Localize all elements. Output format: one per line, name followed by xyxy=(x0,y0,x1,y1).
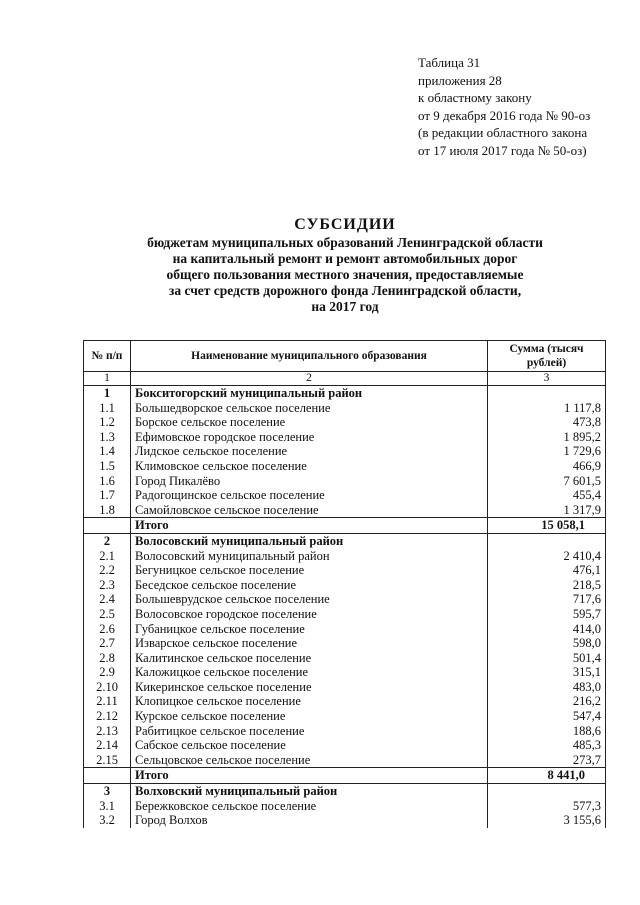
row-sum: 1 317,9 xyxy=(488,503,606,518)
district-row xyxy=(84,784,606,799)
column-number: 1 xyxy=(84,372,131,386)
title-line: бюджетам муниципальных образований Ленинградской области xyxy=(147,235,543,250)
row-number: 2 xyxy=(84,533,131,548)
row-number: 2.5 xyxy=(84,607,131,622)
row-name: Ефимовское городское поселение xyxy=(131,430,488,445)
row-sum: 485,3 xyxy=(488,738,606,753)
title-line: на 2017 год xyxy=(311,299,379,314)
row-name: Каложицкое сельское поселение xyxy=(131,665,488,680)
row-name: Волосовский муниципальный район xyxy=(131,549,488,564)
row-name: Сельцовское сельское поселение xyxy=(131,753,488,768)
row-sum: 15 058,1 xyxy=(488,518,606,534)
table-row xyxy=(84,563,606,578)
document-title xyxy=(80,215,610,315)
row-sum: 473,8 xyxy=(488,415,606,430)
table-row xyxy=(84,444,606,459)
row-sum xyxy=(488,386,606,401)
table-row xyxy=(84,430,606,445)
table-row xyxy=(84,753,606,768)
district-row xyxy=(84,386,606,401)
row-sum: 216,2 xyxy=(488,694,606,709)
row-number: 1.8 xyxy=(84,503,131,518)
column-number: 3 xyxy=(488,372,606,386)
row-name: Беседское сельское поселение xyxy=(131,578,488,593)
table-row xyxy=(84,738,606,753)
row-sum: 1 729,6 xyxy=(488,444,606,459)
table-row xyxy=(84,622,606,637)
row-name: Волховский муниципальный район xyxy=(131,784,488,799)
row-number: 2.2 xyxy=(84,563,131,578)
row-name: Самойловское сельское поселение xyxy=(131,503,488,518)
table-header-row xyxy=(84,341,606,372)
row-name: Кикеринское сельское поселение xyxy=(131,680,488,695)
header-note xyxy=(418,54,590,159)
row-name: Бегуницкое сельское поселение xyxy=(131,563,488,578)
row-number: 2.6 xyxy=(84,622,131,637)
row-number: 3.2 xyxy=(84,813,131,828)
header-note-line: к областному закону xyxy=(418,90,532,105)
row-number: 2.14 xyxy=(84,738,131,753)
row-name: Итого xyxy=(131,518,488,534)
row-sum: 717,6 xyxy=(488,592,606,607)
row-sum: 483,0 xyxy=(488,680,606,695)
row-number: 2.11 xyxy=(84,694,131,709)
total-row xyxy=(84,518,606,534)
row-name: Изварское сельское поселение xyxy=(131,636,488,651)
column-number-row xyxy=(84,372,606,386)
row-name: Радогощинское сельское поселение xyxy=(131,488,488,503)
row-number: 2.7 xyxy=(84,636,131,651)
row-number: 2.15 xyxy=(84,753,131,768)
row-sum: 466,9 xyxy=(488,459,606,474)
table-row xyxy=(84,813,606,828)
header-note-line: Таблица 31 xyxy=(418,55,481,70)
title-line: за счет средств дорожного фонда Ленинградской области, xyxy=(168,283,522,298)
header-note-line: приложения 28 xyxy=(418,72,502,88)
row-number: 3 xyxy=(84,784,131,799)
row-sum: 8 441,0 xyxy=(488,768,606,784)
row-number xyxy=(84,768,131,784)
row-sum: 455,4 xyxy=(488,488,606,503)
row-sum: 1 117,8 xyxy=(488,401,606,416)
row-name: Курское сельское поселение xyxy=(131,709,488,724)
row-sum: 3 155,6 xyxy=(488,813,606,828)
table-row xyxy=(84,401,606,416)
table-row xyxy=(84,680,606,695)
district-row xyxy=(84,533,606,548)
row-number: 2.12 xyxy=(84,709,131,724)
total-row xyxy=(84,768,606,784)
row-number: 2.8 xyxy=(84,651,131,666)
row-number: 2.9 xyxy=(84,665,131,680)
row-sum: 2 410,4 xyxy=(488,549,606,564)
row-number: 1.3 xyxy=(84,430,131,445)
subsidy-table xyxy=(83,340,606,828)
row-name: Борское сельское поселение xyxy=(131,415,488,430)
row-sum: 595,7 xyxy=(488,607,606,622)
row-name: Город Волхов xyxy=(131,813,488,828)
row-name: Рабитицкое сельское поселение xyxy=(131,724,488,739)
row-number: 1.4 xyxy=(84,444,131,459)
row-name: Калитинское сельское поселение xyxy=(131,651,488,666)
title-line: на капитальный ремонт и ремонт автомобильных дорог xyxy=(172,251,518,266)
row-name: Большеврудское сельское поселение xyxy=(131,592,488,607)
table-row xyxy=(84,415,606,430)
table-row xyxy=(84,607,606,622)
row-number: 2.4 xyxy=(84,592,131,607)
table-row xyxy=(84,592,606,607)
row-name: Клопицкое сельское поселение xyxy=(131,694,488,709)
row-sum: 1 895,2 xyxy=(488,430,606,445)
title-line: общего пользования местного значения, предоставляемые xyxy=(166,267,524,282)
row-sum: 273,7 xyxy=(488,753,606,768)
row-number: 1.5 xyxy=(84,459,131,474)
row-name: Большедворское сельское поселение xyxy=(131,401,488,416)
row-number: 3.1 xyxy=(84,799,131,814)
table-row xyxy=(84,665,606,680)
row-sum xyxy=(488,533,606,548)
row-sum: 577,3 xyxy=(488,799,606,814)
header-num: № п/п xyxy=(84,341,131,372)
row-sum: 218,5 xyxy=(488,578,606,593)
table-row xyxy=(84,636,606,651)
header-name: Наименование муниципального образования xyxy=(131,341,488,372)
row-number: 2.10 xyxy=(84,680,131,695)
row-name: Итого xyxy=(131,768,488,784)
row-name: Климовское сельское поселение xyxy=(131,459,488,474)
row-sum: 7 601,5 xyxy=(488,474,606,489)
row-number: 1 xyxy=(84,386,131,401)
table-row xyxy=(84,459,606,474)
row-number xyxy=(84,518,131,534)
table-row xyxy=(84,578,606,593)
table-row xyxy=(84,724,606,739)
table-row xyxy=(84,549,606,564)
row-sum xyxy=(488,784,606,799)
row-number: 1.7 xyxy=(84,488,131,503)
row-number: 1.1 xyxy=(84,401,131,416)
row-number: 2.13 xyxy=(84,724,131,739)
table-row xyxy=(84,503,606,518)
row-sum: 414,0 xyxy=(488,622,606,637)
header-sum: Сумма (тысяч рублей) xyxy=(488,341,606,372)
header-note-line: (в редакции областного закона xyxy=(418,125,588,140)
row-name: Город Пикалёво xyxy=(131,474,488,489)
row-name: Бережковское сельское поселение xyxy=(131,799,488,814)
header-note-line: от 9 декабря 2016 года № 90-оз xyxy=(418,107,591,123)
row-name: Бокситогорский муниципальный район xyxy=(131,386,488,401)
row-name: Лидское сельское поселение xyxy=(131,444,488,459)
row-sum: 188,6 xyxy=(488,724,606,739)
title-main: СУБСИДИИ xyxy=(294,216,396,233)
row-number: 1.2 xyxy=(84,415,131,430)
row-name: Губаницкое сельское поселение xyxy=(131,622,488,637)
row-sum: 598,0 xyxy=(488,636,606,651)
table-row xyxy=(84,651,606,666)
row-name: Волосовское городское поселение xyxy=(131,607,488,622)
row-sum: 476,1 xyxy=(488,563,606,578)
row-name: Волосовский муниципальный район xyxy=(131,533,488,548)
table-row xyxy=(84,488,606,503)
header-note-line: от 17 июля 2017 года № 50-оз) xyxy=(418,142,587,158)
row-sum: 501,4 xyxy=(488,651,606,666)
table-row xyxy=(84,799,606,814)
row-name: Сабское сельское поселение xyxy=(131,738,488,753)
row-number: 2.1 xyxy=(84,549,131,564)
row-sum: 547,4 xyxy=(488,709,606,724)
row-number: 1.6 xyxy=(84,474,131,489)
table-row xyxy=(84,709,606,724)
row-number: 2.3 xyxy=(84,578,131,593)
column-number: 2 xyxy=(131,372,488,386)
row-sum: 315,1 xyxy=(488,665,606,680)
table-row xyxy=(84,694,606,709)
table-row xyxy=(84,474,606,489)
